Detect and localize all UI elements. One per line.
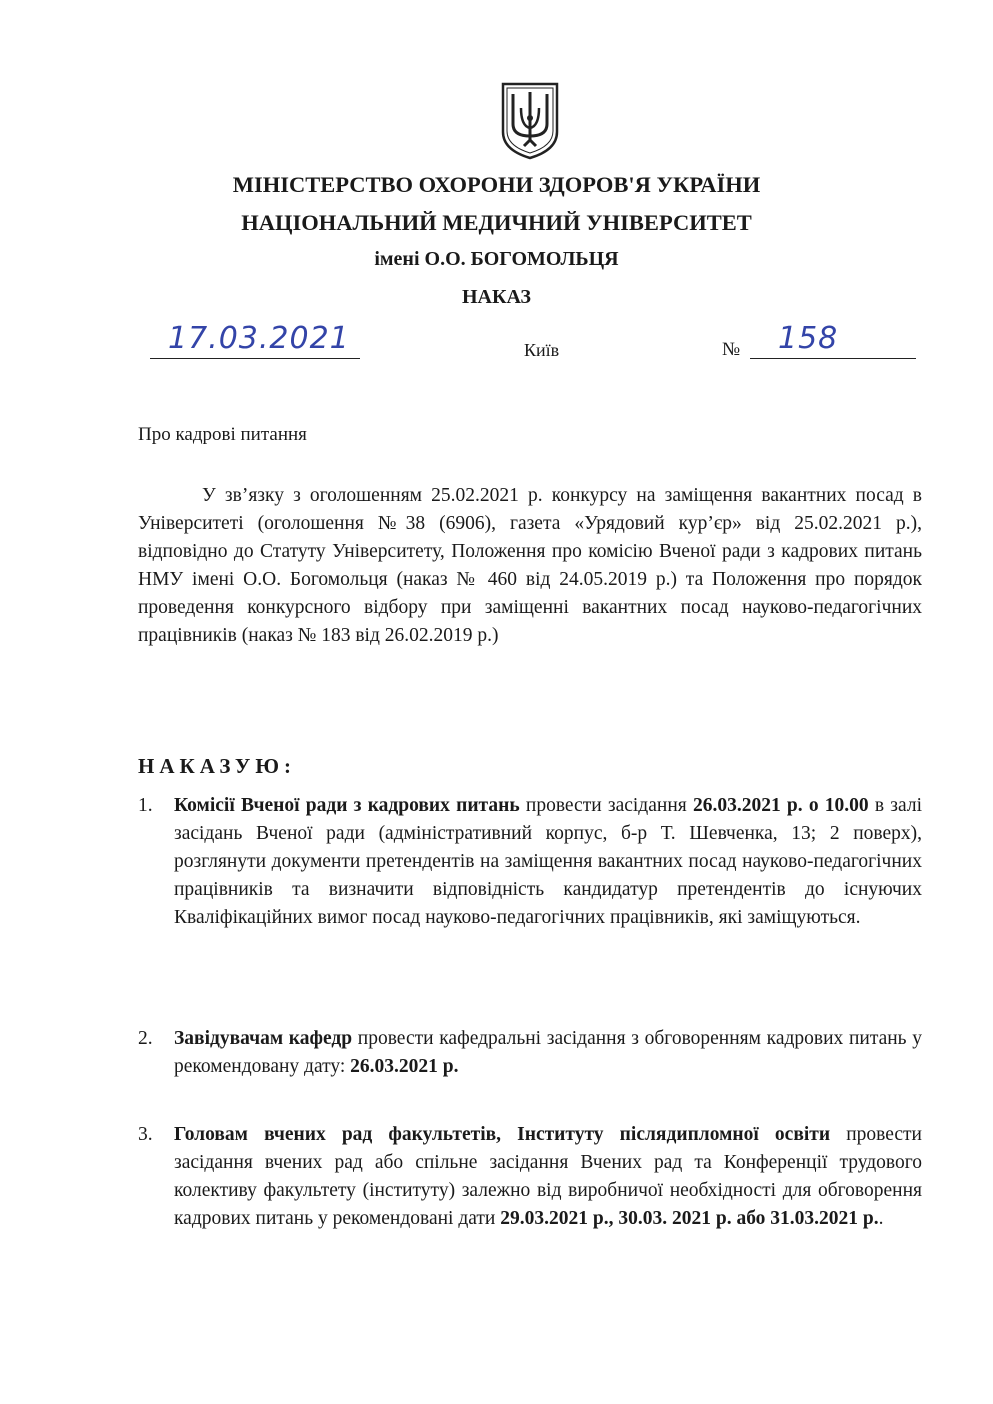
item-text-part: провести кафедральні засідання з обговоренням кадрових питань у рекомендовану дату: — [174, 1028, 922, 1077]
item-responsible: Головам вчених рад факультетів, Інституту післядипломної освіти — [174, 1124, 831, 1145]
number-field — [750, 322, 916, 359]
ministry-name: МІНІСТЕРСТВО ОХОРОНИ ЗДОРОВ'Я УКРАЇНИ — [232, 172, 761, 197]
item-text-part: провести засідання — [519, 795, 693, 816]
item-number: 3. — [138, 1124, 153, 1145]
date-field — [150, 322, 360, 359]
item-text — [174, 1025, 922, 1081]
item-date: 26.03.2021 р. — [350, 1056, 459, 1077]
handwritten-date: 17.03.2021 — [168, 321, 350, 356]
city: Київ — [524, 340, 560, 360]
order-subject: Про кадрові питання — [138, 424, 307, 445]
university-name: НАЦІОНАЛЬНИЙ МЕДИЧНИЙ УНІВЕРСИТЕТ — [241, 210, 752, 235]
order-item — [138, 792, 922, 932]
number-label: № — [722, 339, 741, 360]
order-heading: НАКАЗУЮ: — [138, 754, 296, 778]
handwritten-number: 158 — [778, 321, 839, 356]
order-item — [138, 1025, 922, 1081]
item-text-part: . — [878, 1208, 884, 1229]
item-date: 29.03.2021 р., 30.03. 2021 р. або 31.03.2021 р. — [500, 1208, 879, 1229]
item-text — [174, 792, 922, 932]
document-type: НАКАЗ — [461, 286, 531, 308]
preamble-paragraph: У зв’язку з оголошенням 25.02.2021 р. конкурсу на заміщення вакантних посад в Університеті (оголошення №38 (6906), газета «Урядовий кур’єр» від 25.02.2021 р.), відповідно до Статуту Університету, Положення про комісію Вченої ради з кадрових питань НМУ імені О.О. Богомольця (наказ № 460 від 24.05.2019 р.) та Положення про порядок проведення конкурсного відбору при заміщенні вакантних посад науково-педагогічних працівників (наказ № 183 від 26.02.2019 р.) — [138, 485, 922, 646]
item-text-part: в залі засідань Вченої ради (адміністративний корпус, б-р Т. Шевченка, 13; 2 поверх), розглянути документи претендентів на заміщення вакантних посад науково-педагогічних працівників та визначити відповідність кандидатур претендентів до існуючих Кваліфікаційних вимог посад науково-педагогічних працівників, які заміщуються. — [174, 795, 922, 928]
item-text — [174, 1121, 922, 1233]
item-text-part: провести засідання вчених рад або спільне засідання Вчених рад та Конференції трудового колективу факультету (інституту) залежно від виробничої необхідності для обговорення кадрових питань у рекомендовані дати — [174, 1124, 922, 1229]
order-item — [138, 1121, 922, 1233]
item-responsible: Комісії Вченої ради з кадрових питань — [174, 795, 520, 816]
university-named-after: імені О.О. БОГОМОЛЬЦЯ — [374, 248, 619, 270]
item-date: 26.03.2021 р. о 10.00 — [692, 795, 869, 816]
coat-of-arms-trident-icon — [499, 80, 561, 160]
item-number: 1. — [138, 795, 153, 816]
item-responsible: Завідувачам кафедр — [174, 1028, 353, 1049]
item-number: 2. — [138, 1028, 153, 1049]
